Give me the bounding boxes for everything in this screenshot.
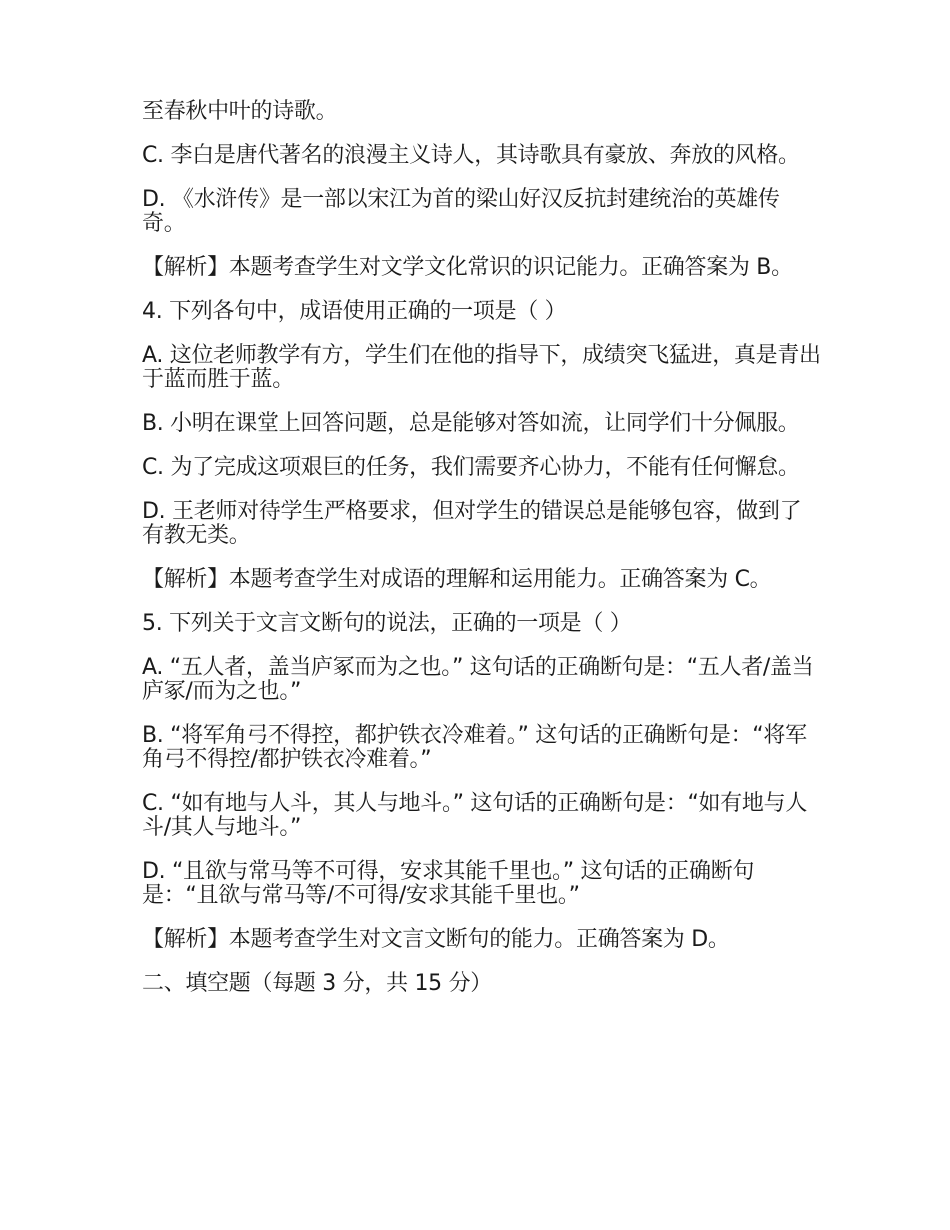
text-continuation: 至春秋中叶的诗歌。: [142, 99, 338, 124]
q3-option-c: C. 李白是唐代著名的浪漫主义诗人，其诗歌具有豪放、奔放的风格。: [142, 143, 800, 168]
q4-option-a: A. 这位老师教学有方，学生们在他的指导下，成绩突飞猛进，真是青出于蓝而胜于蓝。: [142, 343, 821, 392]
q5-analysis: 【解析】本题考查学生对文言文断句的能力。正确答案为 D。: [142, 927, 730, 952]
document-page: [142, 100, 822, 1016]
q5-option-a: A. “五人者，盖当庐冢而为之也。” 这句话的正确断句是：“五人者/盖当庐冢/而为之也。”: [142, 655, 814, 704]
q5-option-d: D. “且欲与常马等不可得，安求其能千里也。” 这句话的正确断句是：“且欲与常马等/不可得/安求其能千里也。”: [142, 859, 755, 908]
q3-option-d: D. 《水浒传》是一部以宋江为首的梁山好汉反抗封建统治的英雄传奇。: [142, 187, 780, 236]
question-4-stem: 4. 下列各句中，成语使用正确的一项是（ ）: [142, 299, 567, 324]
q4-option-d: D. 王老师对待学生严格要求，但对学生的错误总是能够包容，做到了有教无类。: [142, 499, 802, 548]
q5-option-b: B. “将军角弓不得控，都护铁衣冷难着。” 这句话的正确断句是：“将军角弓不得控/都护铁衣冷难着。”: [142, 723, 807, 772]
q4-option-c: C. 为了完成这项艰巨的任务，我们需要齐心协力，不能有任何懈怠。: [142, 455, 800, 480]
q4-option-b: B. 小明在课堂上回答问题，总是能够对答如流，让同学们十分佩服。: [142, 411, 800, 436]
q5-option-c: C. “如有地与人斗，其人与地斗。” 这句话的正确断句是：“如有地与人斗/其人与地斗。”: [142, 791, 808, 840]
section-heading-fill-in: 二、填空题（每题 3 分，共 15 分）: [142, 971, 492, 996]
q4-analysis: 【解析】本题考查学生对成语的理解和运用能力。正确答案为 C。: [142, 567, 772, 592]
q3-analysis: 【解析】本题考查学生对文学文化常识的识记能力。正确答案为 B。: [142, 255, 793, 280]
question-5-stem: 5. 下列关于文言文断句的说法，正确的一项是（ ）: [142, 611, 632, 636]
